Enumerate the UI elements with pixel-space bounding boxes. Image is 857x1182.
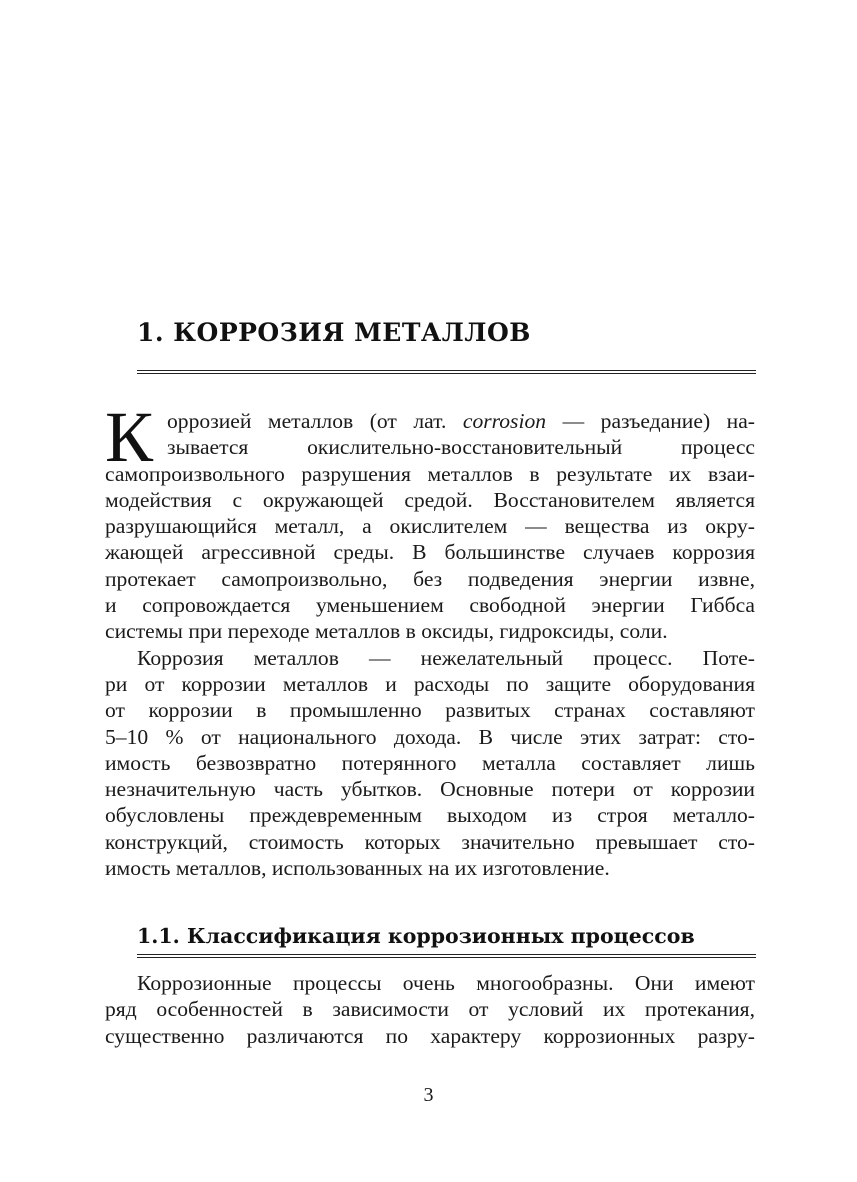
text-line: конструкций, стоимость которых значительно превышает сто- xyxy=(105,829,755,854)
latin-term: corrosion xyxy=(462,409,547,433)
text-line: обусловлены преждевременным выходом из строя металло- xyxy=(105,803,755,828)
text-line: незначительную часть убытков. Основные потери от коррозии xyxy=(105,777,755,802)
section-title: 1.1. Классификация коррозионных процессов xyxy=(137,924,695,948)
chapter-title-rule xyxy=(137,370,756,374)
text-line: Коррозия металлов — нежелательный процесс. Поте- xyxy=(137,645,755,670)
text-line: 5–10 % от национального дохода. В числе этих затрат: сто- xyxy=(105,724,755,749)
chapter-intro-text xyxy=(105,397,755,881)
text-line: жающей агрессивной среды. В большинстве случаев коррозия xyxy=(105,540,755,565)
section-title-rule xyxy=(137,954,756,958)
text-line: модействия с окружающей средой. Восстановителем является xyxy=(105,487,755,512)
text-line: существенно различаются по характеру коррозионных разру- xyxy=(105,1023,755,1048)
text-line: имость безвозвратно потерянного металла составляет лишь xyxy=(105,750,755,775)
text-line: разрушающийся металл, а окислителем — вещества из окру- xyxy=(105,514,755,539)
drop-cap: К xyxy=(105,397,154,477)
section-text xyxy=(105,970,755,1049)
text-line: и сопровождается уменьшением свободной энергии Гиббса xyxy=(105,593,755,618)
text-line: ряд особенностей в зависимости от условий их протекания, xyxy=(105,997,755,1022)
chapter-title: 1. КОРРОЗИЯ МЕТАЛЛОВ xyxy=(137,318,531,347)
text-line: от коррозии в промышленно развитых странах составляют xyxy=(105,698,755,723)
text-line: Коррозионные процессы очень многообразны. Они имеют xyxy=(137,971,755,995)
text-line: зывается окислительно-восстановительный процесс xyxy=(167,435,755,460)
text-line: системы при переходе металлов в оксиды, гидроксиды, соли. xyxy=(105,619,668,644)
text-line: протекает самопроизвольно, без подведения энергии извне, xyxy=(105,566,755,591)
text-line: имость металлов, использованных на их изготовление. xyxy=(105,856,610,881)
text-line: ри от коррозии металлов и расходы по защите оборудования xyxy=(105,671,755,696)
text-line: самопроизвольного разрушения металлов в результате их взаи- xyxy=(105,461,755,486)
text-line: оррозией металлов (от лат. corrosion — разъедание) на- xyxy=(167,409,755,433)
page-number: 3 xyxy=(423,1084,434,1106)
